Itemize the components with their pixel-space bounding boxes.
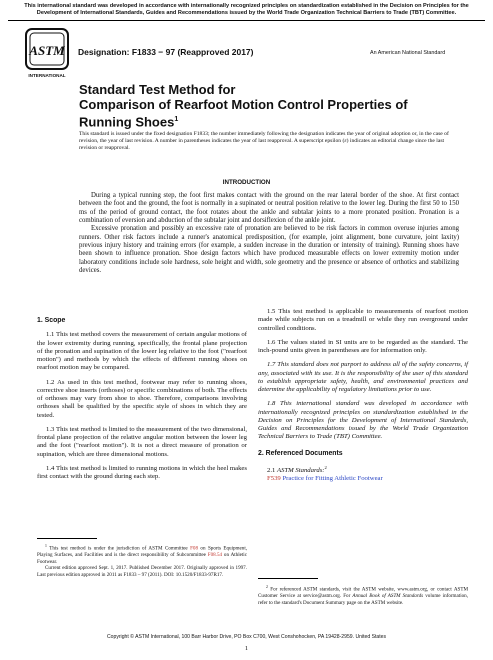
introduction-heading: INTRODUCTION xyxy=(222,179,271,186)
introduction-body xyxy=(79,192,459,275)
footnote-2 xyxy=(258,584,468,606)
copyright-notice: Copyright © ASTM International, 100 Barr Harbor Drive, PO Box C700, West Conshohocken, PA 19428-2959. United States xyxy=(106,634,387,640)
section-1-5: 1.5 This test method is applicable to measurements of rearfoot motion made while subjects run on a treadmill or while they run overground under controlled conditions. xyxy=(258,308,468,332)
section-1-6: 1.6 The values stated in SI units are to be regarded as the standard. The inch-pound units given in parentheses are for information only. xyxy=(258,338,468,354)
footnote-1-text-b: on Sports Equipment, Playing Surfaces, and Facilities and is the direct responsibility of Subcommittee xyxy=(37,545,248,559)
footnote-1-text-c: on Athletic Footwear. xyxy=(37,552,247,565)
header-divider xyxy=(8,20,485,21)
title-line-2: Comparison of Rearfoot Motion Control Properties of xyxy=(79,97,408,112)
reference-title-link[interactable]: Practice for Fitting Athletic Footwear xyxy=(282,475,383,483)
svg-text:ASTM: ASTM xyxy=(29,43,65,58)
section-1-2: 1.2 As used in this test method, footwear may refer to running shoes, corrective shoe inserts (orthoses) or specific combinations of both. The effects of orthoses may vary from shoe to shoe. Therefore, comparisons involving orthoses shall be qualified by the specific style of shoes in which they are tested. xyxy=(37,378,247,419)
section-1-1: 1.1 This test method covers the measurement of certain angular motions of the lower extremity during running, specifically, the frontal plane projection of the pronation and supination of the lower leg relative to the foot ("rearfoot motion") and methods by which the effects of different running shoes on rearfoot motion may be compared. xyxy=(37,331,247,372)
american-national-standard-label: An American National Standard xyxy=(370,50,446,56)
page-number: 1 xyxy=(244,645,249,652)
designation: Designation: F1833 − 97 (Reapproved 2017) xyxy=(78,47,254,57)
footnote-2-text-a: For referenced ASTM standards, visit the ASTM website, www.astm.org, or contact ASTM Customer Service at service@astm.org. For xyxy=(258,586,468,600)
referenced-documents-heading: 2. Referenced Documents xyxy=(258,449,343,457)
section-1-7: 1.7 This standard does not purport to address all of the safety concerns, if any, associated with its use. It is the responsibility of the user of this standard to establish appropriate safety, health, and environmental practices and determine the applicability of regulatory limitations prior to use. xyxy=(258,361,468,393)
section-1-3: 1.3 This test method is limited to the measurement of the two dimensional, frontal plane projection of the relative angular motion between the lower leg and the foot ("rearfoot motion"). It is not a direct measure of pronation or supination, which are three dimensional motions. xyxy=(37,425,247,458)
footnote-1-jurisdiction xyxy=(37,543,247,565)
document-title xyxy=(79,82,419,129)
reference-code-link[interactable]: F539 xyxy=(267,475,281,483)
footnote-2-text xyxy=(258,584,468,606)
left-column xyxy=(37,308,247,487)
footnote-1-marker: 1 xyxy=(45,544,47,548)
footnote-2-marker: 2 xyxy=(324,464,327,470)
scope-heading: 1. Scope xyxy=(37,317,66,324)
astm-logo xyxy=(24,27,70,79)
footnote-1-edition: Current edition approved Sept. 1, 2017. Published December 2017. Originally approved in 1997. Last previous edition approved in 2011 as F1833 – 97 (2011). DOI: 10.1520/F1833-97R17. xyxy=(37,565,247,579)
title-line-1: Standard Test Method for xyxy=(79,82,236,97)
title-line-3 xyxy=(79,112,419,129)
annual-book-title: Annual Book of ASTM Standards xyxy=(352,593,424,600)
issuance-note: This standard is issued under the fixed designation F1833; the number immediately following the designation indicates the year of original adoption or, in the case of revision, the year of last revision. A number in parentheses indicates the year of last reapproval. A superscript epsilon (ε) indicates an editorial change since the last revision or reapproval. xyxy=(79,131,449,152)
footnote-1 xyxy=(37,543,247,579)
section-1-4: 1.4 This test method is limited to running motions in which the heel makes first contact with the ground during each step. xyxy=(37,464,247,480)
header-notice: This international standard was developed in accordance with internationally recognized principles on standardization established in the Decision on Principles for the Development of International Standards, Guides and Recommendations issued by the World Trade Organization Technical Barriers to Trade (TBT) Committee. xyxy=(24,3,469,17)
section-2-1-number: 2.1 xyxy=(267,466,276,474)
section-1-8: 1.8 This international standard was developed in accordance with internationally recognized principles on standardization established in the Decision on Principles for the Development of International Standards, Guides and Recommendations issued by the World Trade Organization Technical Barriers to Trade (TBT) Committee. xyxy=(258,400,468,441)
introduction-paragraph-1: During a typical running step, the foot first makes contact with the ground on the rear lateral border of the shoe. At first contact between the foot and the ground, the foot is normally in a supinated or neutral position relative to the lower leg. During the first 50 to 150 ms of the period of ground contact, the foot rotates about the ankle and subtalar joints to a more pronated position. Pronation is a combination of eversion and abduction of the subtalar joint and dorsiflexion of the ankle joint. xyxy=(79,192,459,225)
right-column xyxy=(258,308,468,483)
reference-item[interactable] xyxy=(258,475,468,483)
footnote-divider-left xyxy=(37,538,97,539)
introduction-paragraph-2: Excessive pronation and possibly an excessive rate of pronation are believed to be risk factors in common overuse injuries among runners. Other risk factors include a runner's anatomical predisposition, (for example, joint alignment, bone curvature, joint laxity) previous injury history and training errors (for example, a sudden increase in the duration or intensity of training). Running shoes have been shown to influence pronation. Shoe design factors which have produced measurable effects on lower extremity motion under laboratory conditions include sole hardness, sole height and width, sole geometry and the presence or absence of orthotics and stabilizing devices. xyxy=(79,225,459,275)
subcommittee-link[interactable]: F08.54 xyxy=(207,552,223,559)
committee-link[interactable]: F08 xyxy=(190,545,198,552)
title-footnote-marker: 1 xyxy=(174,116,179,123)
svg-text:INTERNATIONAL: INTERNATIONAL xyxy=(28,73,66,78)
footnote-2-text-b: volume information, refer to the standard's Document Summary page on the ASTM website. xyxy=(258,593,468,606)
title-line-3-text: Running Shoes xyxy=(79,114,175,130)
referenced-standards-label xyxy=(258,464,468,475)
footnote-1-text-a: This test method is under the jurisdiction of ASTM Committee xyxy=(49,545,191,552)
footnote-divider-right xyxy=(258,578,318,579)
astm-standards-label: ASTM Standards: xyxy=(277,466,325,474)
footnote-2-ref-marker: 2 xyxy=(266,585,268,589)
